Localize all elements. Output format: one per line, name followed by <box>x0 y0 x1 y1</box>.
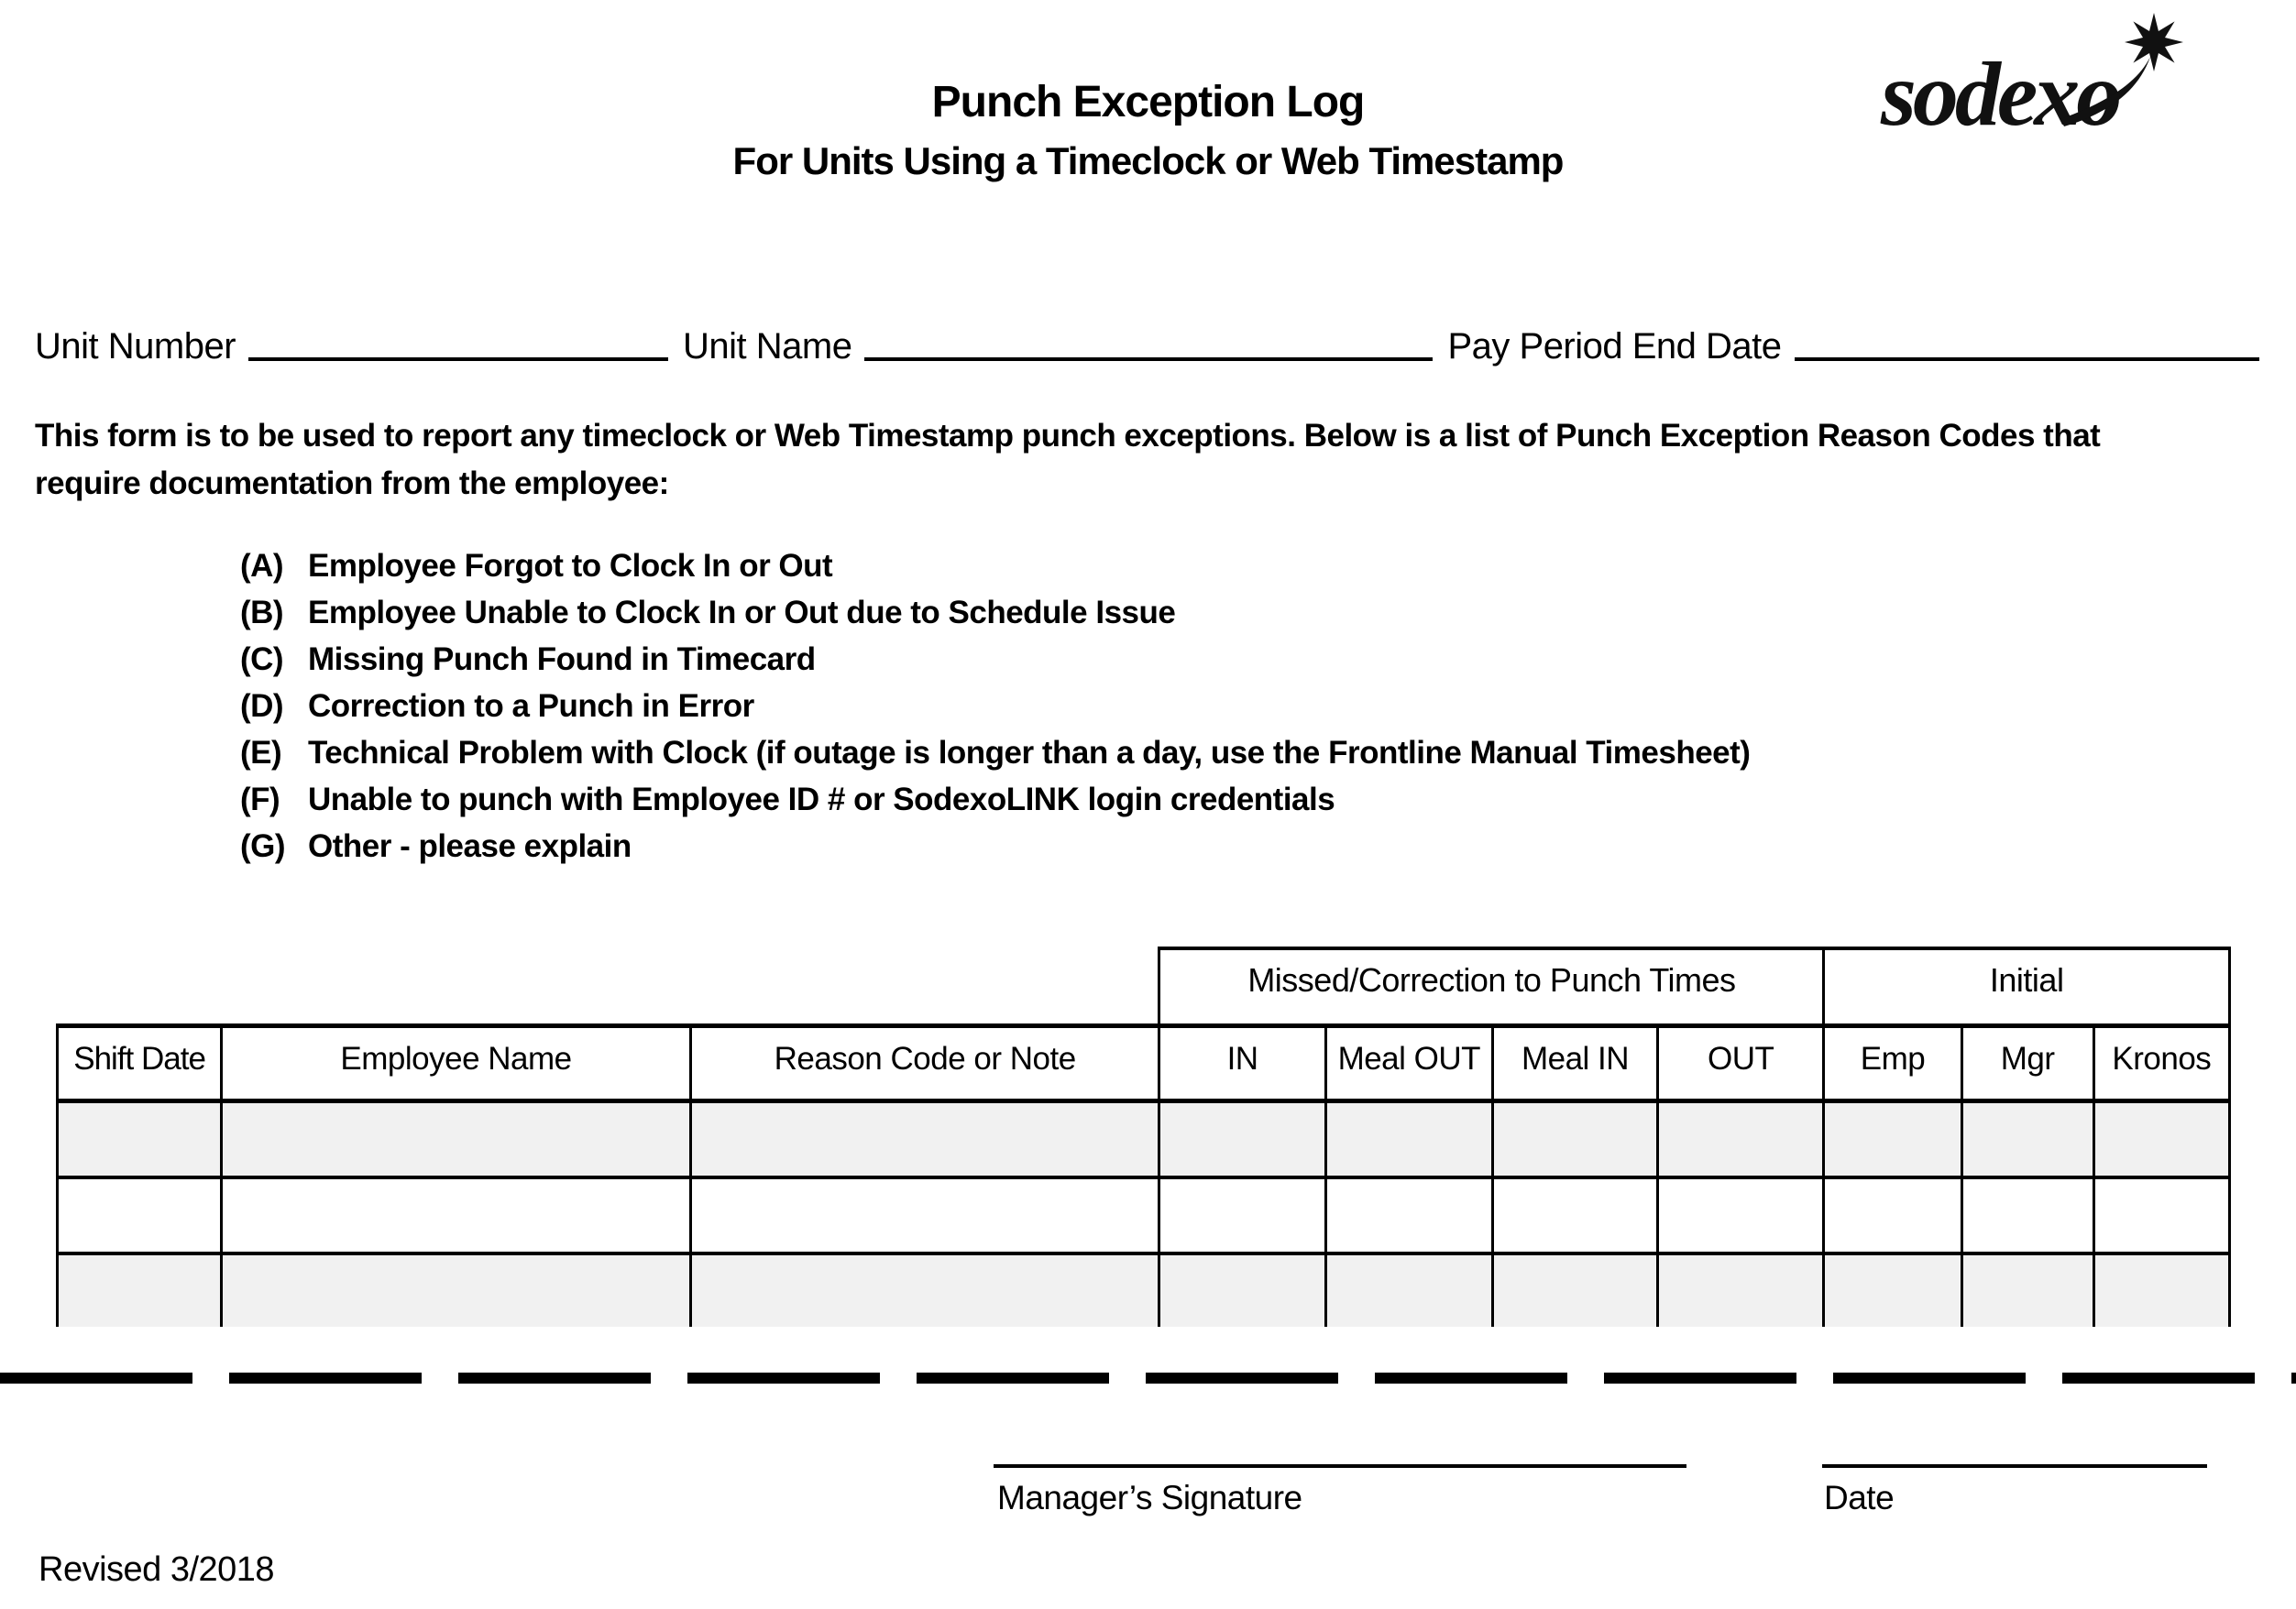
reason-code-text: Correction to a Punch in Error <box>308 688 754 724</box>
empty-cell <box>222 1100 691 1177</box>
table-blank-corner <box>58 948 1159 1025</box>
punch-exception-table <box>56 947 2237 1327</box>
reason-code-text: Unable to punch with Employee ID # or SodexoLINK login credentials <box>308 782 1335 817</box>
unit-name-field <box>864 352 1433 361</box>
column-header-meal-out: Meal OUT <box>1325 1025 1492 1100</box>
reason-code-item-g <box>240 823 1750 870</box>
empty-cell <box>1961 1100 2093 1177</box>
empty-cell <box>1325 1253 1492 1327</box>
reason-code-item-c <box>240 636 1750 683</box>
unit-name-label: Unit Name <box>683 326 852 367</box>
empty-cell <box>2093 1177 2229 1253</box>
column-header-emp: Emp <box>1824 1025 1961 1100</box>
reason-code-item-e <box>240 729 1750 776</box>
empty-cell <box>1159 1253 1325 1327</box>
empty-cell <box>690 1253 1159 1327</box>
reason-code-letter: (G) <box>240 828 286 864</box>
group-header-punch-times: Missed/Correction to Punch Times <box>1159 948 1824 1025</box>
empty-cell <box>1492 1100 1657 1177</box>
sodexo-wordmark: sodexo <box>1881 43 2119 145</box>
reason-code-text: Employee Forgot to Clock In or Out <box>308 548 833 584</box>
table-row <box>58 1253 2230 1327</box>
empty-cell <box>1658 1177 1824 1253</box>
empty-cell <box>690 1177 1159 1253</box>
reason-code-letter: (A) <box>240 548 284 584</box>
table-row <box>58 1100 2230 1177</box>
reason-code-text: Employee Unable to Clock In or Out due to Schedule Issue <box>308 595 1176 630</box>
intro-paragraph <box>35 412 2280 508</box>
empty-cell <box>58 1100 222 1177</box>
empty-cell <box>1492 1253 1657 1327</box>
empty-cell <box>1492 1177 1657 1253</box>
reason-code-letter: (C) <box>240 641 284 677</box>
empty-cell <box>222 1253 691 1327</box>
column-header-in: IN <box>1159 1025 1325 1100</box>
empty-cell <box>222 1177 691 1253</box>
empty-cell <box>1824 1253 1961 1327</box>
reason-code-item-b <box>240 589 1750 636</box>
page-subtitle: For Units Using a Timeclock or Web Timestamp <box>732 139 1564 182</box>
unit-number-field <box>248 352 668 361</box>
intro-line-1: This form is to be used to report any timeclock or Web Timestamp punch exceptions. Below is a list of Punch Exception Reason Codes that <box>35 418 2101 454</box>
empty-cell <box>1159 1177 1325 1253</box>
reason-code-letter: (D) <box>240 688 284 724</box>
group-header-initial: Initial <box>1824 948 2230 1025</box>
reason-code-text: Missing Punch Found in Timecard <box>308 641 816 677</box>
empty-cell <box>58 1253 222 1327</box>
column-header-kronos: Kronos <box>2093 1025 2229 1100</box>
pay-period-end-date-field <box>1795 352 2259 361</box>
sodexo-logo <box>1877 7 2225 163</box>
intro-line-2: require documentation from the employee: <box>35 465 669 501</box>
reason-code-letter: (B) <box>240 595 284 630</box>
reason-code-text: Technical Problem with Clock (if outage is longer than a day, use the Frontline Manual Timesheet) <box>308 735 1751 771</box>
reason-code-item-a <box>240 542 1750 589</box>
column-header-meal-in: Meal IN <box>1492 1025 1657 1100</box>
header-fields-row <box>35 310 2259 367</box>
reason-code-text: Other - please explain <box>308 828 632 864</box>
empty-cell <box>1325 1177 1492 1253</box>
column-header-reason-code: Reason Code or Note <box>690 1025 1159 1100</box>
logo-star-icon <box>2125 13 2183 71</box>
empty-cell <box>1824 1100 1961 1177</box>
column-header-mgr: Mgr <box>1961 1025 2093 1100</box>
empty-cell <box>58 1177 222 1253</box>
manager-signature-label: Manager’s Signature <box>997 1479 1302 1516</box>
reason-code-letter: (E) <box>240 735 282 771</box>
column-header-employee-name: Employee Name <box>222 1025 691 1100</box>
reason-code-letter: (F) <box>240 782 280 817</box>
date-label: Date <box>1824 1479 1895 1516</box>
revision-note: Revised 3/2018 <box>38 1550 275 1589</box>
unit-number-label: Unit Number <box>35 326 236 367</box>
empty-cell <box>1961 1177 2093 1253</box>
empty-cell <box>1658 1100 1824 1177</box>
empty-cell <box>2093 1253 2229 1327</box>
empty-cell <box>690 1100 1159 1177</box>
page-title: Punch Exception Log <box>931 78 1365 126</box>
empty-cell <box>1824 1177 1961 1253</box>
reason-code-item-f <box>240 776 1750 823</box>
page-cut-dashed-line <box>0 1373 2296 1384</box>
reason-code-list <box>240 542 1750 870</box>
manager-signature-line <box>994 1464 1686 1468</box>
empty-cell <box>1159 1100 1325 1177</box>
empty-cell <box>1658 1253 1824 1327</box>
date-line <box>1822 1464 2207 1468</box>
empty-cell <box>1325 1100 1492 1177</box>
empty-cell <box>2093 1100 2229 1177</box>
column-header-out: OUT <box>1658 1025 1824 1100</box>
column-header-shift-date: Shift Date <box>58 1025 222 1100</box>
table-row <box>58 1177 2230 1253</box>
sodexo-logo-graphic <box>1877 7 2225 163</box>
pay-period-end-date-label: Pay Period End Date <box>1447 326 1782 367</box>
empty-cell <box>1961 1253 2093 1327</box>
reason-code-item-d <box>240 683 1750 729</box>
